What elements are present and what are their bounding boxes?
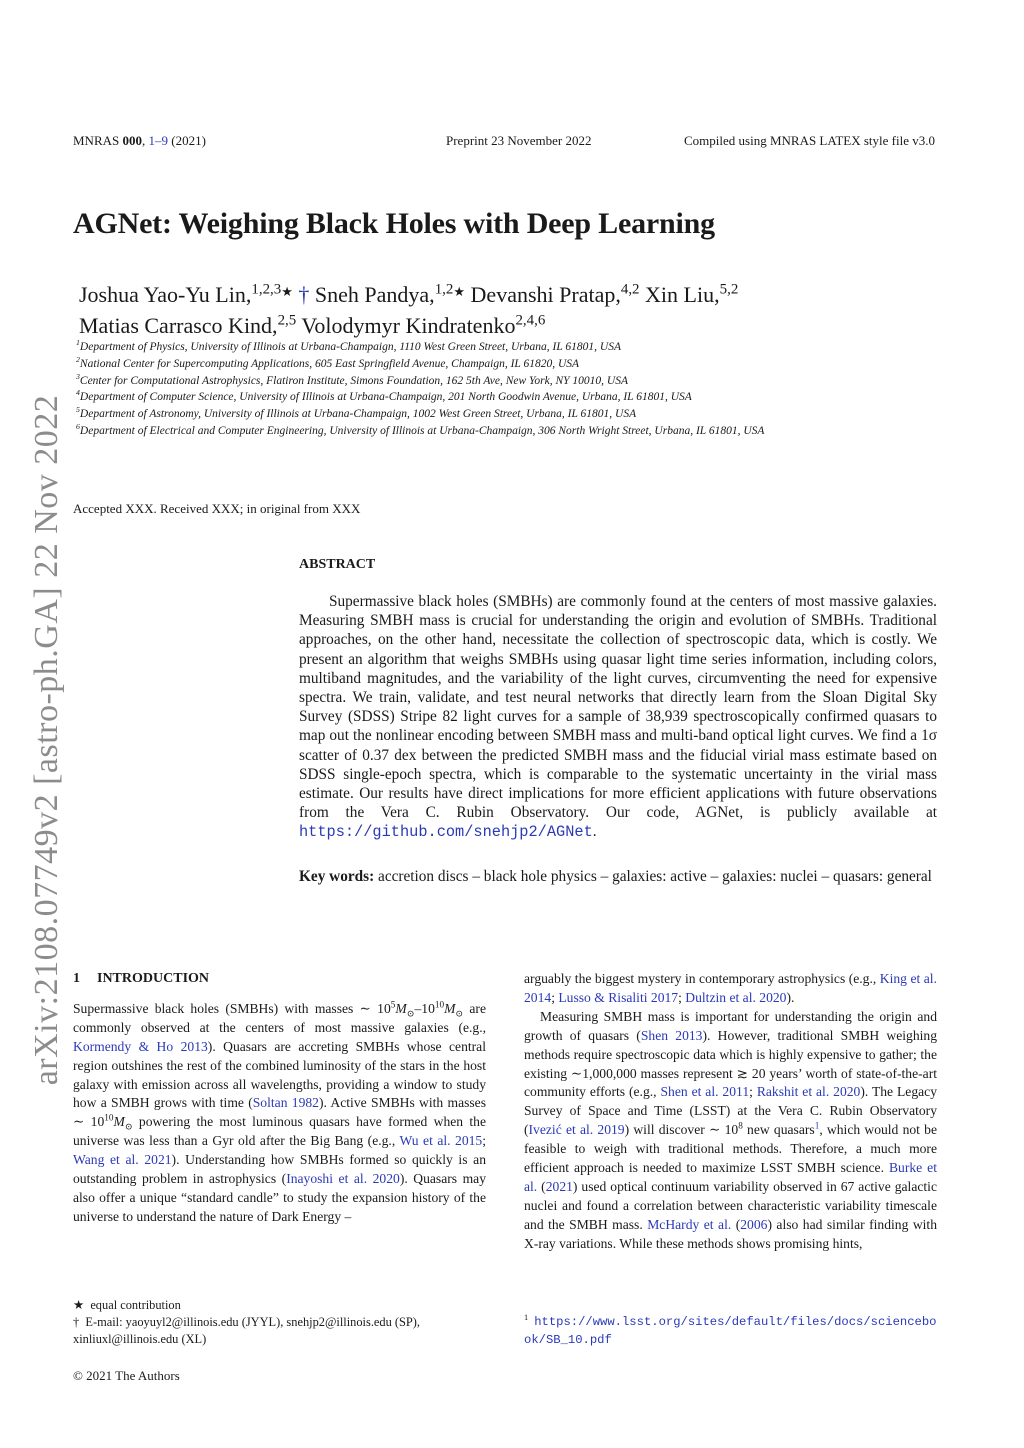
author-name: Xin Liu, [645,282,720,307]
paper-title: AGNet: Weighing Black Holes with Deep Learning [73,207,715,240]
affiliation-item: $^5$Department of Astronomy, University of Illinois at Urbana-Champaign, 1002 West Green Street, Urbana, IL 61801, USA [76,405,637,421]
affiliation-item: $^4$Department of Computer Science, University of Illinois at Urbana-Champaign, 201 North Goodwin Avenue, Urbana, IL 61801, USA [76,388,692,404]
email-dagger-link[interactable]: † [298,282,310,307]
affiliation-item: $^6$Department of Electrical and Computer Engineering, University of Illinois at Urbana-Champaign, 306 North Wright Street, Urbana, IL 61801, USA [76,422,765,437]
author-name: Sneh Pandya, [314,282,435,307]
citation-link[interactable]: King et al. 2014 [524,971,937,1005]
arxiv-margin-stamp: arXiv:2108.07749v2 [astro-ph.GA] 22 Nov 2022 [28,394,65,1086]
affiliation-item: $^3$Center for Computational Astrophysics, Flatiron Institute, Simons Foundation, 162 5th Ave, New York, NY 10010, USA [76,371,628,387]
citation-link[interactable]: Rakshit et al. 2020 [756,1084,861,1100]
running-header-journal: MNRAS 000, 1–9 (2021) [73,133,206,148]
running-header-preprint: Preprint 23 November 2022 [446,133,592,148]
affiliation-item: $^1$Department of Physics, University of Illinois at Urbana-Champaign, 1110 West Green Street, Urbana, IL 61801, USA [76,338,622,353]
author-name: Volodymyr Kindratenko [301,313,516,338]
keywords: Key words: accretion discs – black hole physics – galaxies: active – galaxies: nuclei – quasars: general [299,868,932,885]
citation-link[interactable]: Lusso & Risaliti 2017 [558,989,679,1005]
citation-link[interactable]: Ivezić et al. 2019 [528,1122,625,1138]
section-heading: 1 INTRODUCTION [73,971,210,986]
footnote-equal-contribution: ★ equal contribution [73,1298,181,1312]
citation-link[interactable]: Shen 2013 [640,1027,703,1043]
citation-link[interactable]: McHardy et al. [647,1216,732,1232]
star-icon: ★ [73,1298,85,1312]
citation-link[interactable]: Soltan 1982 [252,1095,319,1111]
citation-link[interactable]: Wu et al. 2015 [399,1133,483,1149]
author-name: Devanshi Pratap, [470,282,621,307]
equal-contribution-star-icon: ★ [281,284,293,299]
author-list-line-2: Matias Carrasco Kind,$^{2,5}$ Volodymyr Kindratenko$^{2,4,6}$ [79,312,546,338]
author-name: Joshua Yao-Yu Lin, [79,282,252,307]
page-range-link[interactable]: 1–9 [148,133,168,148]
citation-link[interactable]: Burke et al. [524,1160,937,1194]
abstract-body: Supermassive black holes (SMBHs) are commonly found at the centers of most massive galaxies. Measuring SMBH mass is crucial for understanding the origin and evolution of SMBHs. Traditional approaches, on the other hand, necessitate the collection of spectroscopic data, which is costly. We present an algorithm that weighs SMBHs using quasar light time series information, including colors, multiband magnitudes, and the variability of the light curves, circumventing the need for expensive spectra. We train, validate, and test neural networks that directly learn from the Sloan Digital Sky Survey (SDSS) Stripe 82 light curves for a sample of 38,939 spectroscopically confirmed quasars to map out the nonlinear encoding between SMBH mass and multi-band optical light curves. We find a 1σ scatter of 0.37 dex between the predicted SMBH mass and the fiducial virial mass estimate based on SDSS single-epoch spectra, which is comparable to the systematic uncertainty in the virial mass estimate. Our results have direct implications for more efficient applications with future observations from the Vera C. Rubin Observatory. Our code, AGNet, is publicly available at https://github.com/snehjp2/AGNet. [299,593,937,842]
intro-column-left: 1 INTRODUCTION Supermassive black holes (SMBHs) with masses ∼ $10^5M_⊙-10^{10}M_⊙$ are commonly observed at the centers of most massive galaxies (e.g., Kormendy & Ho 2013). Quasars are accreting SMBHs whose central region outshines the rest of the combined luminosity of the stars in the host galaxy with emission across all wavelengths, providing a window to study how a SMBH grows with time (Soltan 1982). Active SMBHs with masses ∼ $10^{10}M_⊙$ powering the most luminous quasars have formed when the universe was less than a Gyr old after the Big Bang (e.g., Wu et al. 2015; Wang et al. 2021). Understanding how SMBHs formed so quickly is an outstanding problem in astrophysics (Inayoshi et al. 2020). Quasars may also offer a unique “standard candle” to study the expansion history of the universe to understand the nature of Dark Energy – [73,971,487,1224]
footnote-marker-link[interactable]: 1 [814,1120,820,1131]
citation-link[interactable]: Inayoshi et al. 2020 [286,1171,400,1187]
affiliation-list [76,338,765,442]
equal-contribution-star-icon: ★ [453,284,466,299]
citation-link[interactable]: 2021 [545,1178,573,1194]
footnote-email: † E-mail: yaoyuyl2@illinois.edu (JYYL), snehjp2@illinois.edu (SP), xinliuxl@illinois.edu (XL) [73,1315,421,1346]
citation-link[interactable]: Dultzin et al. 2020 [685,989,787,1005]
citation-link[interactable]: Kormendy & Ho 2013 [73,1038,208,1054]
citation-link[interactable]: Shen et al. 2011 [660,1084,750,1100]
citation-link[interactable]: 2006 [740,1216,768,1232]
copyright-line: © 2021 The Authors [73,1368,180,1383]
abstract-heading: ABSTRACT [299,557,376,572]
acceptance-line: Accepted XXX. Received XXX; in original from XXX [73,501,361,516]
author-list-line-1: Joshua Yao-Yu Lin,$^{1,2,3★}$ † Sneh Pandya,$^{1,2★}$ Devanshi Pratap,$^{4,2}$ Xin Liu,$^{5,2}$ [79,281,739,307]
running-header-compiled: Compiled using MNRAS LATEX style file v3.0 [684,133,935,148]
dagger-icon: † [73,1315,80,1329]
citation-link[interactable]: Wang et al. 2021 [73,1152,172,1168]
affiliation-item: $^2$National Center for Supercomputing Applications, 605 East Springfield Avenue, Champaign, IL 61820, USA [76,354,580,370]
intro-column-right: arguably the biggest mystery in contemporary astrophysics (e.g., King et al. 2014; Lusso & Risaliti 2017; Dultzin et al. 2020). Measuring SMBH mass is important for understanding the origin and growth of quasars (Shen 2013). However, traditional SMBH weighing methods require spectroscopic data which is highly expensive to gather; the existing ∼1,000,000 masses represent ≳ 20 years’ worth of state-of-the-art community efforts (e.g., Shen et al. 2011; Rakshit et al. 2020). The Legacy Survey of Space and Time (LSST) at the Vera C. Rubin Observatory (Ivezić et al. 2019) will discover ∼ $10^8$ new quasars$^1$, which would not be feasible to weigh with traditional methods. Therefore, a much more efficient approach is needed to maximize LSST SMBH science. Burke et al. (2021) used optical continuum variability observed in 67 active galactic nuclei and found a correlation between characteristic variability timescale and the SMBH mass. McHardy et al. (2006) also had similar finding with X-ray variations. While these methods shows promising hints, [524,971,938,1251]
author-name: Matias Carrasco Kind, [79,313,278,338]
github-link[interactable]: https://github.com/snehjp2/AGNet [299,823,593,842]
footnote-lsst: $^1$ https://www.lsst.org/sites/default/files/docs/sciencebook/SB_10.pdf [524,1312,937,1347]
lsst-sciencebook-link[interactable]: https://www.lsst.org/sites/default/files/docs/sciencebook/SB_10.pdf [524,1315,937,1347]
footnotes-left [73,1297,486,1348]
